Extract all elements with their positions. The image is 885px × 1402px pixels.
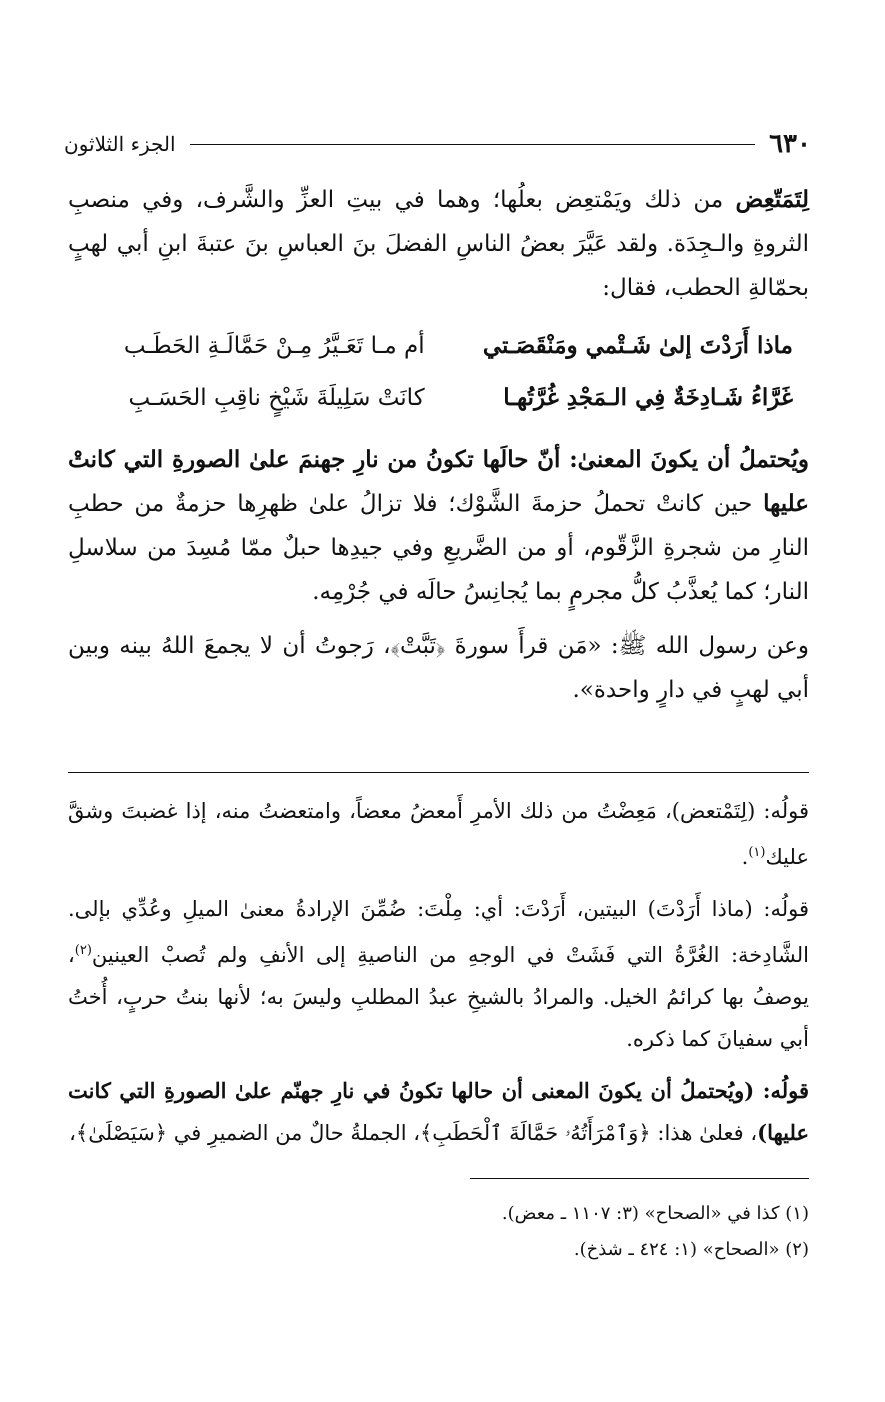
- poem: [68, 320, 809, 424]
- verse-2-first-hemistich: غَرَّاءُ شَـادِخَةٌ فِي الـمَجْدِ غُرَّتُهـا: [503, 384, 793, 411]
- verse-1-first-hemistich: ماذا أَرَدْتَ إلىٰ شَـتْمي ومَنْقَصَـتي: [482, 332, 793, 359]
- paragraph-text: من ذلك ويَمْتعِض بعلُها؛ وهما في بيتِ العزِّ والشَّرف، وفي منصبِ الثروةِ والـجِدَة. ولقد عَيَّرَ بعضُ الناسِ الفضلَ بنَ العباسِ بنَ عتبةَ ابنِ أبي لهبٍ بحمّالةِ الحطب، فقال:: [68, 187, 809, 301]
- book-title: الجزء الثلاثون: [64, 132, 176, 156]
- note-1: [68, 790, 809, 878]
- page-number: ٦٣٠: [769, 129, 811, 159]
- note-quote: قولُه: (ويُحتملُ أن يكونَ المعنى أن حالها تكونُ في نارِ جهنّم علىٰ الصورةِ التي كانت عليها): [68, 1078, 809, 1145]
- footnote-2: (٢) «الصحاح» (١: ٤٢٤ ـ شذخ).: [573, 1239, 809, 1260]
- verse-2: [68, 372, 809, 424]
- note-text-end: .: [741, 845, 749, 869]
- notes-divider: [68, 772, 809, 773]
- note-text: قولُه: (ماذا أَرَدْتَ) البيتين، أَرَدْتَ: أي: مِلْتَ: ضُمِّنَ الإرادةُ معنىٰ الميلِ وعُدِّي بإلى. الشَّادِخة: الغُرَّةُ التي فَشَتْ في الوجهِ من الناصيةِ إلى الأنفِ ولم تُصبْ العينين: [68, 897, 809, 967]
- note-3: [68, 1070, 809, 1154]
- note-text-end: ، يوصفُ بها كرائمُ الخيل. والمرادُ بالشيخِ عبدُ المطلبِ وليسَ به؛ لأنها بنتُ حربٍ، أُختُ أبي سفيانَ كما ذكره.: [68, 943, 809, 1051]
- footnote-ref[interactable]: (٢): [74, 943, 92, 958]
- main-text: [68, 178, 809, 722]
- paragraph-text: حين كانتْ تحملُ حزمةَ الشَّوْك؛ فلا تزالُ علىٰ ظهرِها حزمةٌ من حطبِ النارِ من شجرةِ الزَّقّوم، أو من الضَّريعِ وفي جيدِها حبلٌ ممّا مُسِدَ من سلاسلِ النار؛ كما يُعذَّبُ كلُّ مجرمٍ بما يُجانِسُ حالَه في جُرْمِه.: [68, 491, 810, 605]
- paragraph-text: وعن رسول الله ﷺ: «مَن قرأَ سورةَ ﴿تَبَّتْ﴾، رَجوتُ أن لا يجمعَ اللهُ بينه وبين أبي لهبٍ في دارٍ واحدة».: [68, 633, 809, 703]
- note-text: قولُه: (لِتَمْتعض)، مَعِضْتُ من ذلك الأمرِ أَمعضُ معضاً، وامتعضتُ منه، إذا غضبتَ وشقَّ عليك: [68, 799, 809, 869]
- footnotes: [68, 1196, 809, 1268]
- paragraph-3: [68, 624, 809, 712]
- note-text: ، فعلىٰ هذا: ﴿وَٱمْرَأَتُهُۥ حَمَّالَةَ ٱلْحَطَبِ﴾، الجملةُ حالٌ من الضميرِ في ﴿سَيَصْلَىٰ﴾،: [69, 1121, 758, 1145]
- verse-1-second-hemistich: أم مـا تَعَـيَّرُ مِـنْ حَمَّالَـةِ الحَطَـب: [123, 333, 425, 359]
- commentary-notes: [68, 790, 809, 1164]
- highlighted-phrase: ويُحتملُ أن يكونَ المعنىٰ: أنّ حالَها تكونُ من نارِ جهنمَ علىٰ الصورةِ التي كانتْ عليها: [68, 446, 809, 517]
- footnote-1: (١) كذا في «الصحاح» (٣: ١١٠٧ ـ معض).: [501, 1203, 809, 1224]
- paragraph-1: [68, 178, 809, 310]
- keyword: لِتَمَتّعِض: [735, 186, 809, 213]
- header-rule: [190, 144, 756, 145]
- verse-1: [68, 320, 809, 372]
- note-2: [68, 888, 809, 1060]
- footnote-ref[interactable]: (١): [748, 845, 766, 860]
- page-header: [64, 124, 811, 164]
- footnotes-divider: [470, 1178, 809, 1179]
- paragraph-2: [68, 438, 809, 614]
- verse-2-second-hemistich: كانَتْ سَلِيلَةَ شَيْخٍ ناقِبِ الحَسَـبِ: [128, 385, 425, 411]
